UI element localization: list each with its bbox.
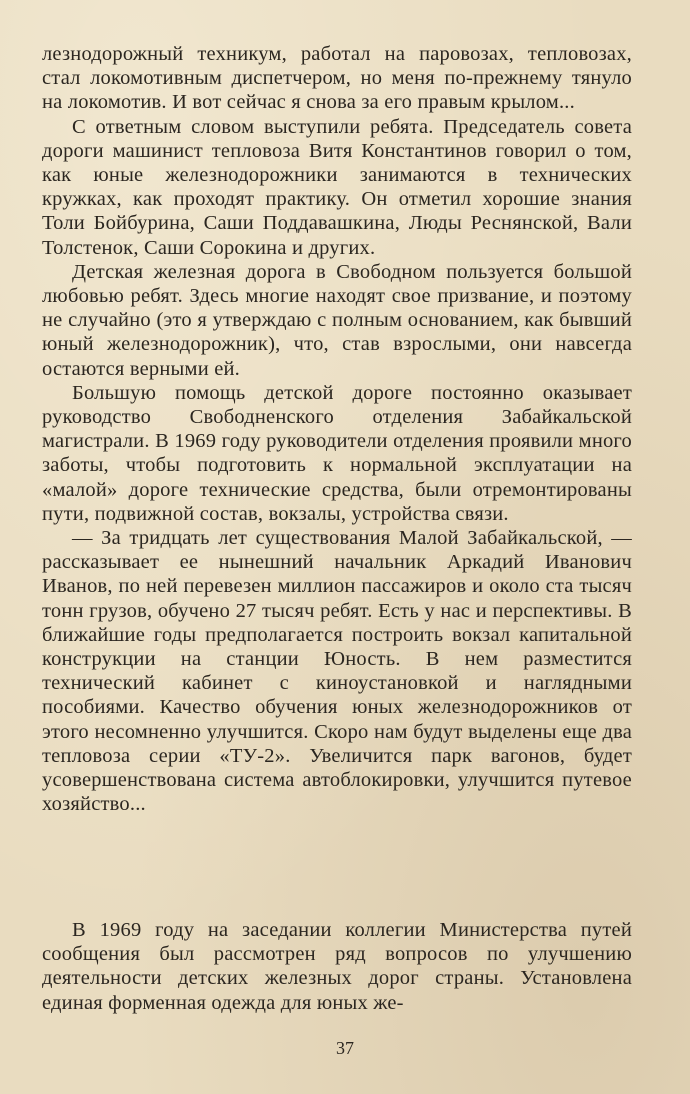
- paragraph-reply-speech: С ответным словом выступили ребята. Председатель совета дороги машинист тепловоза Витя Константинов говорил о том, как юные железнодорожники занимаются в технических кружках, как проходят практику. Он отметил хорошие знания Толи Бойбурина, Саши Поддавашкина, Люды Реснянской, Вали Толстенок, Саши Сорокина и других.: [42, 115, 632, 259]
- main-text: [42, 42, 632, 817]
- page-number: 37: [336, 1038, 354, 1058]
- section-text: [42, 918, 632, 1015]
- paragraph-ministry-meeting: В 1969 году на заседании коллегии Министерства путей сообщения был рассмотрен ряд вопросов по улучшению деятельности детских железных дорог страны. Установлена единая форменная одежда для юных же-: [42, 919, 632, 1014]
- paragraph-management-help: Большую помощь детской дороге постоянно оказывает руководство Свободненского отделения Забайкальской магистрали. В 1969 году руководители отделения проявили много заботы, чтобы подготовить к нормальной эксплуатации на «малой» дороге технические средства, были отремонтированы пути, подвижной состав, вокзалы, устройства связи.: [42, 381, 632, 525]
- paragraph-director-quote: — За тридцать лет существования Малой Забайкальской, — рассказывает ее нынешний начальник Аркадий Иванович Иванов, по ней перевезен миллион пассажиров и около ста тысяч тонн грузов, обучено 27 тысяч ребят. Есть у нас и перспективы. В ближайшие годы предполагается построить вокзал капитальной конструкции на станции Юность. В нем разместится технический кабинет с киноустановкой и наглядными пособиями. Качество обучения юных железнодорожников от этого несомненно улучшится. Скоро нам будут выделены еще два тепловоза серии «ТУ-2». Увеличится парк вагонов, будет усовершенствована система автоблокировки, улучшится путевое хозяйство...: [42, 527, 632, 816]
- paragraph-continuation: лезнодорожный техникум, работал на паровозах, тепловозах, стал локомотивным диспетчером, но меня по-прежнему тянуло на локомотив. И вот сейчас я снова за его правым крылом...: [42, 43, 632, 114]
- paragraph-railway-popularity: Детская железная дорога в Свободном пользуется большой любовью ребят. Здесь многие находят свое призвание, и поэтому не случайно (это я утверждаю с полным основанием, как бывший юный железнодорожник), что, став взрослыми, они навсегда остаются верными ей.: [42, 260, 632, 380]
